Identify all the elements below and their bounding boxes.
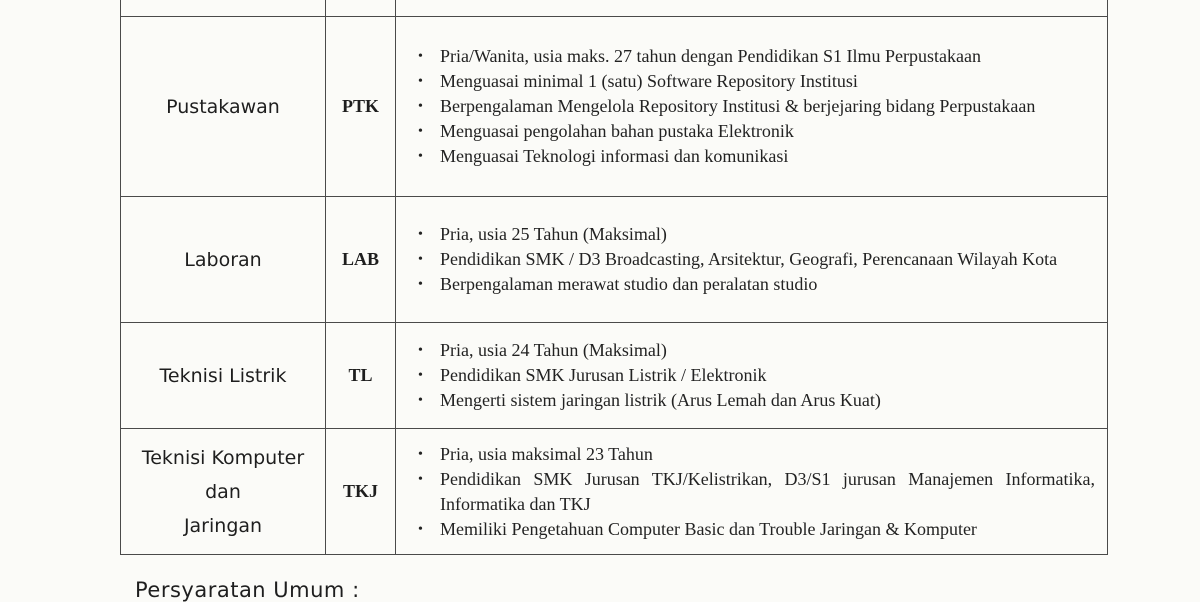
requirement-text: Pendidikan SMK / D3 Broadcasting, Arsitektur, Geografi, Perencanaan Wilayah Kota xyxy=(440,249,1058,269)
requirement-text: Menguasai minimal 1 (satu) Software Repository Institusi xyxy=(440,71,858,91)
position-code: LAB xyxy=(341,249,379,269)
requirements-cell xyxy=(396,0,1108,17)
position-code: PTK xyxy=(341,96,379,116)
requirement-text: Pendidikan SMK Jurusan TKJ/Kelistrikan, D3/S1 jurusan Manajemen Informatika, Informatika dan TKJ xyxy=(440,468,1095,514)
section-heading: Persyaratan Umum : xyxy=(135,578,360,602)
bullet-dot-icon: • xyxy=(418,343,423,358)
code-cell xyxy=(326,429,396,555)
code-cell xyxy=(326,323,396,429)
table-row xyxy=(121,429,1108,555)
list-item xyxy=(418,94,1095,119)
table-row xyxy=(121,197,1108,323)
list-item xyxy=(418,363,1095,388)
bullet-dot-icon: • xyxy=(418,446,423,462)
table-row xyxy=(121,0,1108,17)
position-cell xyxy=(121,197,326,323)
position-name-line: Jaringan xyxy=(183,514,263,537)
table-row xyxy=(121,17,1108,197)
list-item xyxy=(418,517,1095,542)
list-item xyxy=(418,144,1095,169)
requirements-cell xyxy=(396,197,1108,323)
code-cell xyxy=(326,197,396,323)
bullet-dot-icon: • xyxy=(418,471,423,487)
requirement-text: Pendidikan SMK Jurusan Listrik / Elektronik xyxy=(440,365,767,385)
position-cell xyxy=(121,323,326,429)
position-cell xyxy=(121,429,326,555)
requirement-text: Berpengalaman merawat studio dan peralatan studio xyxy=(440,274,818,294)
requirement-text: Pria, usia 25 Tahun (Maksimal) xyxy=(440,224,667,244)
bullet-dot-icon: • xyxy=(418,252,423,267)
bullet-dot-icon: • xyxy=(418,74,423,89)
requirements-list xyxy=(396,432,1107,552)
position-name: Laboran xyxy=(184,248,262,271)
requirements-cell xyxy=(396,323,1108,429)
bullet-dot-icon: • xyxy=(418,227,423,242)
list-item xyxy=(418,338,1095,363)
bullet-dot-icon: • xyxy=(418,277,423,292)
list-item xyxy=(418,388,1095,413)
requirement-text: Menguasai pengolahan bahan pustaka Elektronik xyxy=(440,121,794,141)
position-name-line: Teknisi Komputer xyxy=(141,446,305,469)
list-item xyxy=(418,44,1095,69)
bullet-dot-icon: • xyxy=(418,124,423,139)
requirements-list xyxy=(396,34,1107,179)
requirement-text: Pria, usia maksimal 23 Tahun xyxy=(440,443,653,464)
list-item xyxy=(418,247,1095,272)
list-item xyxy=(418,222,1095,247)
requirements-cell xyxy=(396,429,1108,555)
list-item xyxy=(418,272,1095,297)
bullet-dot-icon: • xyxy=(418,368,423,383)
requirement-text: Pria, usia 24 Tahun (Maksimal) xyxy=(440,340,667,360)
bullet-dot-icon: • xyxy=(418,49,423,64)
requirement-text: Pria/Wanita, usia maks. 27 tahun dengan Pendidikan S1 Ilmu Perpustakaan xyxy=(440,46,981,66)
job-requirements-table xyxy=(120,0,1108,555)
requirements-list xyxy=(396,328,1107,423)
bullet-dot-icon: • xyxy=(418,99,423,114)
list-item xyxy=(418,119,1095,144)
table-row xyxy=(121,323,1108,429)
position-code: TKJ xyxy=(342,481,378,501)
requirement-text: Berpengalaman Mengelola Repository Institusi & berjejaring bidang Perpustakaan xyxy=(440,96,1036,116)
list-item xyxy=(418,442,1095,467)
position-name: Teknisi Listrik xyxy=(159,364,287,387)
bullet-dot-icon: • xyxy=(418,149,423,164)
requirements-list xyxy=(396,212,1107,307)
list-item xyxy=(418,69,1095,94)
bullet-dot-icon: • xyxy=(418,393,423,408)
position-cell xyxy=(121,17,326,197)
code-cell xyxy=(326,17,396,197)
requirement-text: Mengerti sistem jaringan listrik (Arus Lemah dan Arus Kuat) xyxy=(440,390,881,410)
position-cell xyxy=(121,0,326,17)
position-name: Pustakawan xyxy=(166,95,280,118)
code-cell xyxy=(326,0,396,17)
position-name-line: dan xyxy=(205,480,241,503)
list-item xyxy=(418,467,1095,517)
position-code: TL xyxy=(348,365,373,385)
requirements-cell xyxy=(396,17,1108,197)
bullet-dot-icon: • xyxy=(418,521,423,537)
requirement-text: Menguasai Teknologi informasi dan komunikasi xyxy=(440,146,789,166)
requirement-text: Memiliki Pengetahuan Computer Basic dan Trouble Jaringan & Komputer xyxy=(440,518,977,539)
